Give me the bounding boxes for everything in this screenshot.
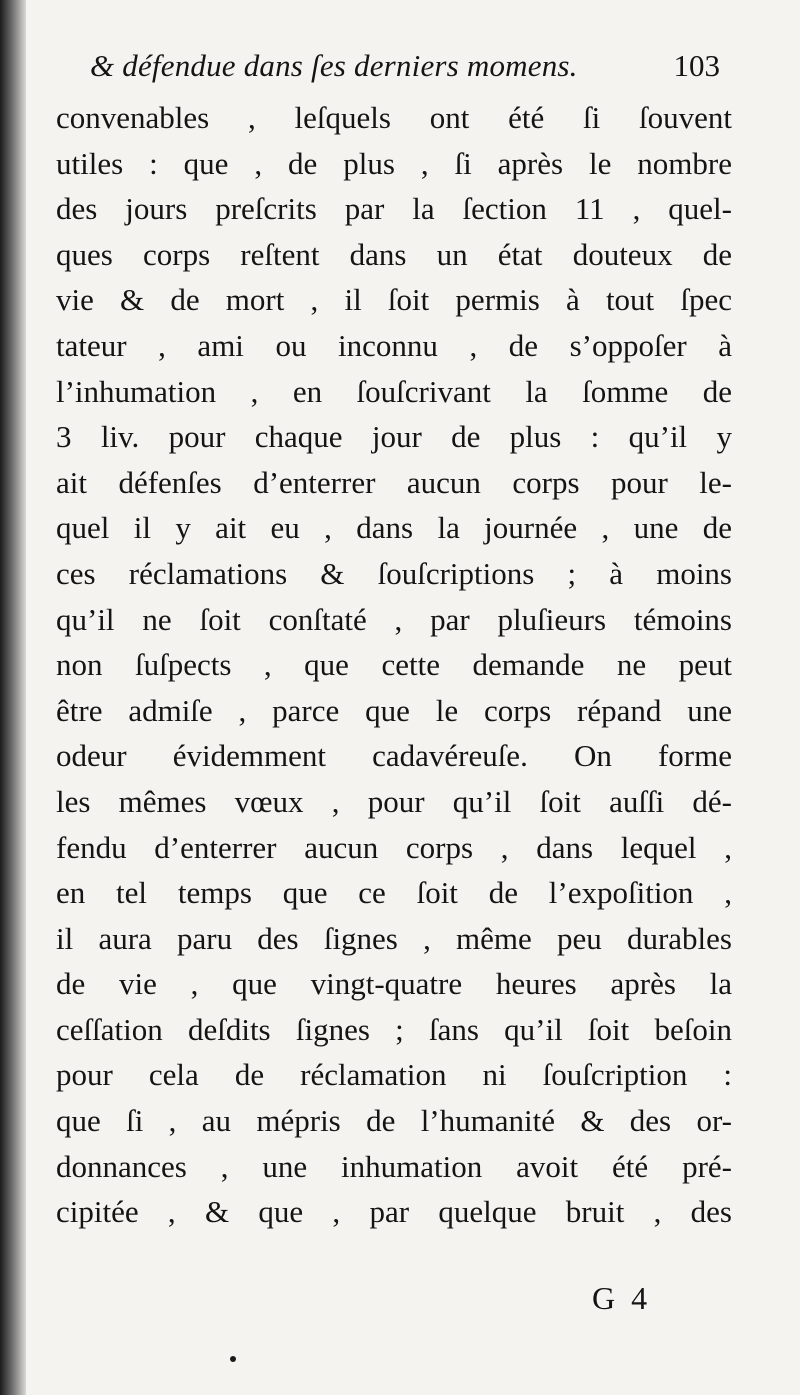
page-number: 103: [673, 48, 720, 83]
text-line: convenables , leſquels ont été ſi ſouvent: [56, 100, 732, 135]
page-header: [90, 42, 720, 90]
text-line: vie & de mort , il ſoit permis à tout ſpec: [56, 282, 732, 318]
text-line: de vie , que vingt-quatre heures après la: [56, 966, 732, 1002]
text-line: ait défenſes d’enterrer aucun corps pour le-: [56, 464, 732, 500]
text-line: qu’il ne ſoit conſtaté , par pluſieurs témoins: [56, 601, 732, 637]
text-line: odeur évidemment cadavéreuſe. On forme: [56, 738, 732, 774]
text-line: que ſi , au mépris de l’humanité & des or-: [56, 1103, 732, 1139]
text-line: 3 liv. pour chaque jour de plus : qu’il y: [56, 419, 732, 455]
text-line: les mêmes vœux , pour qu’il ſoit auſſi dé-: [56, 783, 732, 819]
text-line: tateur , ami ou inconnu , de s’oppoſer à: [56, 327, 732, 363]
text-line: être admiſe , parce que le corps répand une: [56, 692, 732, 728]
text-line: ces réclamations & ſouſcriptions ; à moins: [56, 555, 732, 591]
text-line: donnances , une inhumation avoit été pré-: [56, 1148, 732, 1184]
text-line: utiles : que , de plus , ſi après le nombre: [56, 145, 732, 181]
page-binding-shadow: [0, 0, 26, 1395]
text-line: il aura paru des ſignes , même peu durables: [56, 920, 732, 956]
text-line: non ſuſpects , que cette demande ne peut: [56, 647, 732, 683]
body-text: [56, 95, 732, 1235]
text-line: en tel temps que ce ſoit de l’expoſition ,: [56, 875, 732, 911]
text-line: ques corps reſtent dans un état douteux de: [56, 236, 732, 272]
text-line: quel il y ait eu , dans la journée , une de: [56, 510, 732, 546]
text-line: pour cela de réclamation ni ſouſcription :: [56, 1057, 732, 1093]
text-line: fendu d’enterrer aucun corps , dans lequel ,: [56, 829, 732, 865]
text-line: l’inhumation , en ſouſcrivant la ſomme de: [56, 373, 732, 409]
text-line: ceſſation deſdits ſignes ; ſans qu’il ſoit beſoin: [56, 1011, 732, 1047]
text-line: des jours preſcrits par la ſection 11 , quel-: [56, 191, 732, 227]
running-head: & défendue dans ſes derniers momens.: [90, 48, 578, 83]
ink-speck: [230, 1356, 236, 1362]
signature-mark: G 4: [592, 1280, 652, 1316]
text-line: cipitée , & que , par quelque bruit , des: [56, 1194, 732, 1230]
